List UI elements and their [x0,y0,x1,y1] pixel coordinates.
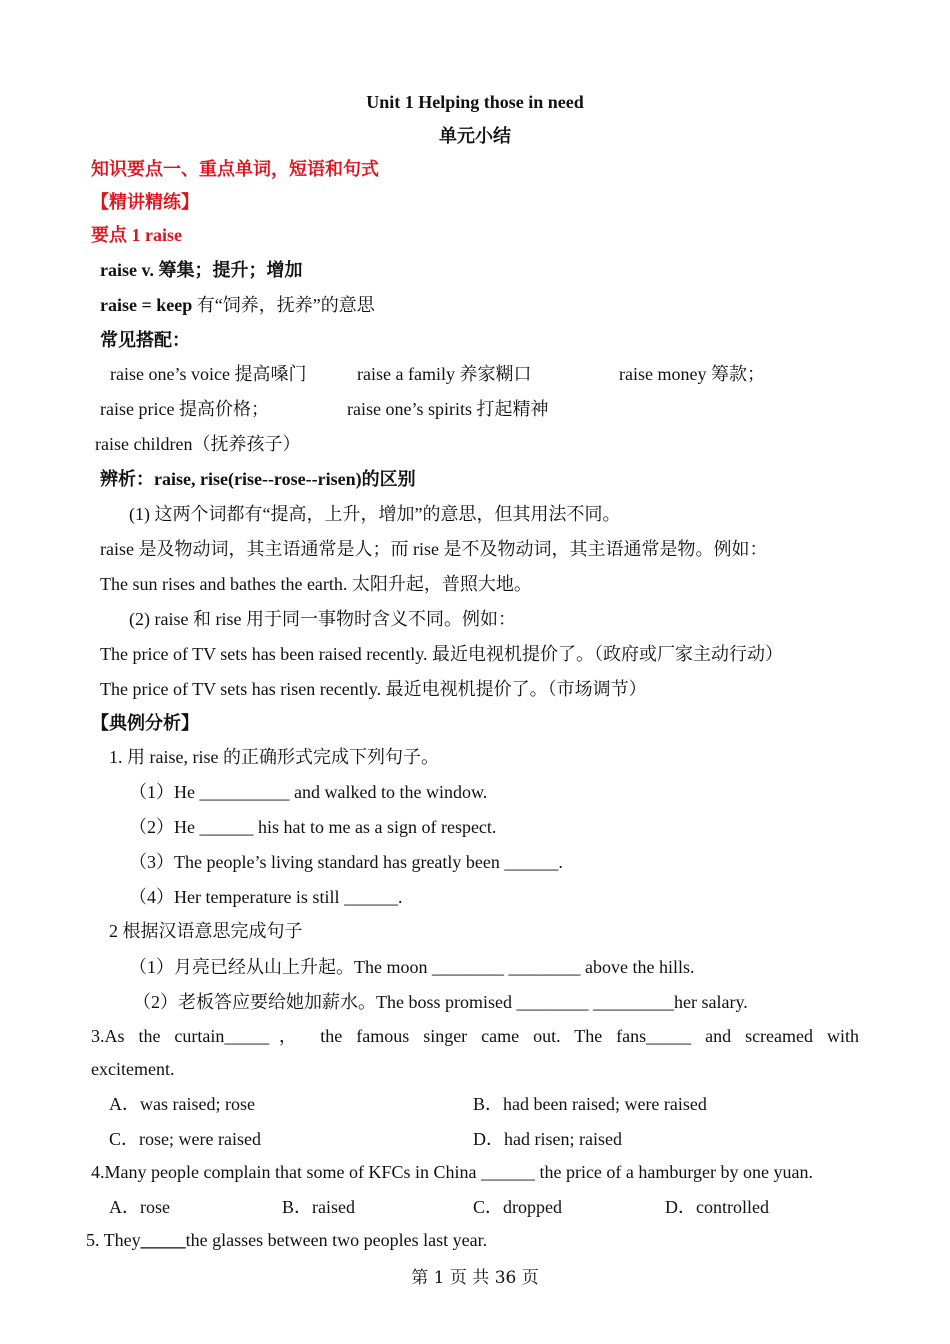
question-3-option-b: B．had been raised; were raised [473,1094,707,1114]
question-1-item: （2）He ______ his hat to me as a sign of respect. [129,817,497,837]
question-1-prompt: 1. 用 raise, rise 的正确形式完成下列句子。 [109,747,439,767]
question-2-prompt: 2 根据汉语意思完成句子 [109,921,303,941]
explanation-paragraph: raise 是及物动词，其主语通常是人；而 rise 是不及物动词，其主语通常是物。例如： [100,539,768,559]
raise-keep-term: raise = keep [100,295,193,315]
question-4-option-b: B．raised [282,1197,355,1217]
question-2-item: （2）老板答应要给她加薪水。The boss promised ________ _________her salary. [133,992,748,1012]
explanation-paragraph: (2) raise 和 rise 用于同一事物时含义不同。例如： [129,609,516,629]
question-5-blank: _____ [140,1230,186,1250]
collocation-item: raise one’s voice 提高嗓门 [110,364,307,384]
collocation-item: raise a family 养家糊口 [357,364,532,384]
section-heading: 知识要点一、重点单词，短语和句式 [91,159,379,179]
example-sentence: The price of TV sets has risen recently. 最近电视机提价了。（市场调节） [100,679,647,699]
question-3-stem-end: excitement. [91,1059,175,1079]
question-3-option-d: D．had risen; raised [473,1129,622,1149]
example-sentence: The sun rises and bathes the earth. 太阳升起，普照大地。 [100,574,532,594]
example-sentence: The price of TV sets has been raised recently. 最近电视机提价了。（政府或厂家主动行动） [100,644,784,664]
unit-subtitle: 单元小结 [439,126,511,146]
collocation-item: raise money 筹款； [619,364,765,384]
question-4-option-a: A．rose [109,1197,170,1217]
question-1-item: （1）He __________ and walked to the window. [129,782,488,802]
collocations-heading: 常见搭配： [100,330,190,350]
question-1-item: （4）Her temperature is still ______. [129,887,403,907]
page-footer: 第 1 页 共 36 页 [411,1268,539,1288]
distinction-heading: 辨析：raise, rise(rise--rose--risen)的区别 [100,469,416,489]
question-3-option-a: A．was raised; rose [109,1094,255,1114]
question-4-option-d: D．controlled [665,1197,769,1217]
question-4-stem: 4.Many people complain that some of KFCs in China ______ the price of a hamburger by one yuan. [91,1162,814,1182]
lecture-heading: 【精讲精练】 [91,192,199,212]
example-analysis-heading: 【典例分析】 [91,713,199,733]
question-5-before: 5. They [86,1230,141,1250]
point-heading: 要点 1 raise [91,225,182,245]
explanation-paragraph: (1) 这两个词都有“提高，上升，增加”的意思，但其用法不同。 [129,504,621,524]
collocation-item: raise one’s spirits 打起精神 [347,399,549,419]
raise-definition: raise v. 筹集；提升；增加 [100,260,303,280]
collocation-item: raise price 提高价格； [100,399,269,419]
question-3-option-c: C．rose; were raised [109,1129,261,1149]
raise-keep-line [100,294,375,316]
question-5-after: the glasses between two peoples last year. [185,1230,488,1250]
unit-title: Unit 1 Helping those in need [366,92,584,112]
raise-keep-meaning: 有“饲养，抚养”的意思 [192,295,375,315]
question-2-item: （1）月亮已经从山上升起。The moon ________ ________ above the hills. [129,957,695,977]
question-3-stem: 3.As the curtain_____， the famous singer came out. The fans_____ and screamed with [91,1026,859,1046]
question-4-option-c: C．dropped [473,1197,562,1217]
collocation-item: raise children（抚养孩子） [95,434,301,454]
question-1-item: （3）The people’s living standard has greatly been ______. [129,852,563,872]
question-5-stem [86,1229,487,1251]
